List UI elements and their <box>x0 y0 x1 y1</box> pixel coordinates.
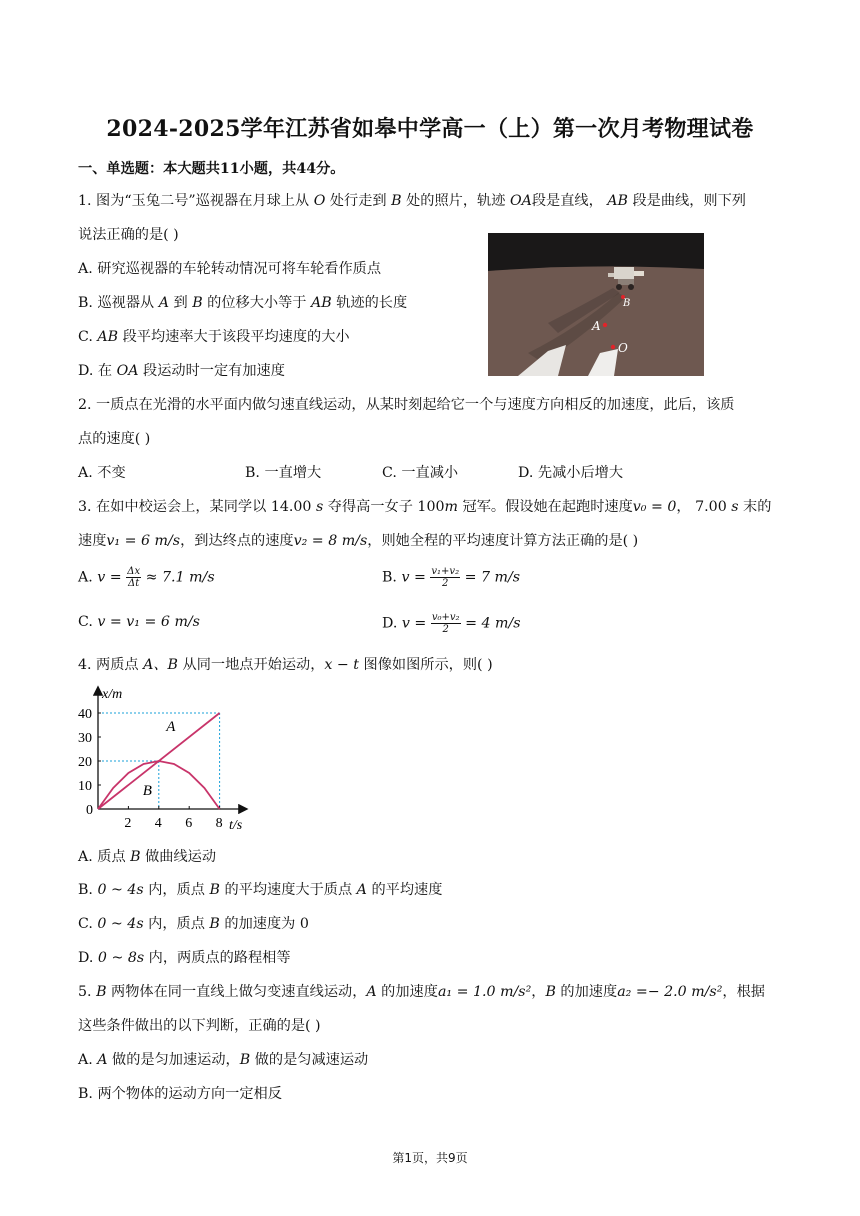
q3-option-d-fraction: $\frac{\text{v₀+v₂}}{2}$ <box>431 612 460 635</box>
rover-photo <box>488 233 704 376</box>
q4-option-d: D. 0 ~ 8s 内，两质点的路程相等 <box>78 950 291 966</box>
y-tick-label: 20 <box>78 755 92 770</box>
q1-option-d: D. 在 OA 段运动时一定有加速度 <box>78 363 285 379</box>
q1-option-a: A. 研究巡视器的车轮转动情况可将车轮看作质点 <box>78 261 382 277</box>
x-tick-label: 2 <box>124 816 132 831</box>
q4-option-b: B. 0 ~ 4s 内，质点 B 的平均速度大于质点 A 的平均速度 <box>78 882 443 898</box>
q4-option-a: A. 质点 B 做曲线运动 <box>78 849 217 865</box>
photo-label-o: O <box>618 341 628 355</box>
q3-stem-line1: 3. 在如中校运会上，某同学以 14.00 s 夺得高一女子 100m 冠军。假设她在起跑时速度v₀ = 0， 7.00 s 末的 <box>78 499 772 515</box>
q5-option-a: A. A 做的是匀加速运动，B 做的是匀减速运动 <box>78 1052 369 1068</box>
q1-option-c: C. AB 段平均速率大于该段平均速度的大小 <box>78 329 350 345</box>
photo-label-a: A <box>592 319 601 333</box>
q1-option-b: B. 巡视器从 A 到 B 的位移大小等于 AB 轨迹的长度 <box>78 295 408 311</box>
series-label: A <box>166 719 176 735</box>
q5-option-b: B. 两个物体的运动方向一定相反 <box>78 1086 282 1102</box>
q3-stem-line2: 速度v₁ = 6 m/s，到达终点的速度v₂ = 8 m/s，则她全程的平均速度计算方法正确的是( ) <box>78 533 639 549</box>
y-axis-label: x/m <box>102 687 123 702</box>
q4-option-c: C. 0 ~ 4s 内，质点 B 的加速度为 0 <box>78 916 309 932</box>
chart-ticks <box>78 707 223 831</box>
q1-stem-line2: 说法正确的是( ) <box>78 227 179 243</box>
q5-stem-line1: 5. B 两物体在同一直线上做匀变速直线运动，A 的加速度a₁ = 1.0 m/s²，B 的加速度a₂ =− 2.0 m/s²，根据 <box>78 984 765 1000</box>
rover-photo-drawing <box>488 233 704 376</box>
x-tick-label: 6 <box>185 816 193 831</box>
q2-option-b: B. 一直增大 <box>245 465 322 481</box>
series-label: B <box>142 783 152 799</box>
q5-stem-line2: 这些条件做出的以下判断，正确的是( ) <box>78 1018 321 1034</box>
q2-stem-line1: 2. 一质点在光滑的水平面内做匀速直线运动，从某时刻起给它一个与速度方向相反的加速度，此后，该质 <box>78 397 735 413</box>
origin-label: 0 <box>86 803 93 818</box>
q3-option-b: B. v = $\frac{\text{v₁+v₂}}{2}$ = 7 m/s <box>382 566 521 589</box>
q2-option-d: D. 先减小后增大 <box>518 465 624 481</box>
q1-stem-line1: 1. 图为“玉兔二号”巡视器在月球上从 O 处行走到 B 处的照片，轨迹 OA段是直线， AB 段是曲线，则下列 <box>78 193 746 209</box>
exam-title: 2024-2025学年江苏省如皋中学高一（上）第一次月考物理试卷 <box>106 116 754 142</box>
q3-option-a: A. v = $\frac{\Delta x}{\Delta t}$ ≈ 7.1 m/s <box>78 566 215 589</box>
xt-chart <box>78 684 258 834</box>
q3-option-a-fraction: $\frac{\Delta x}{\Delta t}$ <box>127 566 141 589</box>
y-tick-label: 40 <box>78 707 92 722</box>
q3-option-c: C. v = v₁ = 6 m/s <box>78 614 200 630</box>
x-axis-label: t/s <box>229 818 243 833</box>
section-heading: 一、单选题：本大题共11小题，共44分。 <box>78 161 345 177</box>
y-tick-label: 10 <box>78 779 92 794</box>
y-tick-label: 30 <box>78 731 92 746</box>
q2-stem-line2: 点的速度( ) <box>78 431 151 447</box>
q3-option-d: D. v = $\frac{\text{v₀+v₂}}{2}$ = 4 m/s <box>382 612 521 635</box>
q2-option-a: A. 不变 <box>78 465 126 481</box>
x-tick-label: 8 <box>215 816 223 831</box>
photo-label-b: B <box>623 298 631 309</box>
q4-stem: 4. 两质点 A、B 从同一地点开始运动，x − t 图像如图所示，则( ) <box>78 657 493 673</box>
q3-option-b-fraction: $\frac{\text{v₁+v₂}}{2}$ <box>431 566 460 589</box>
x-tick-label: 4 <box>154 816 162 831</box>
page-footer: 第1页，共9页 <box>392 1151 468 1165</box>
q2-option-c: C. 一直减小 <box>382 465 459 481</box>
